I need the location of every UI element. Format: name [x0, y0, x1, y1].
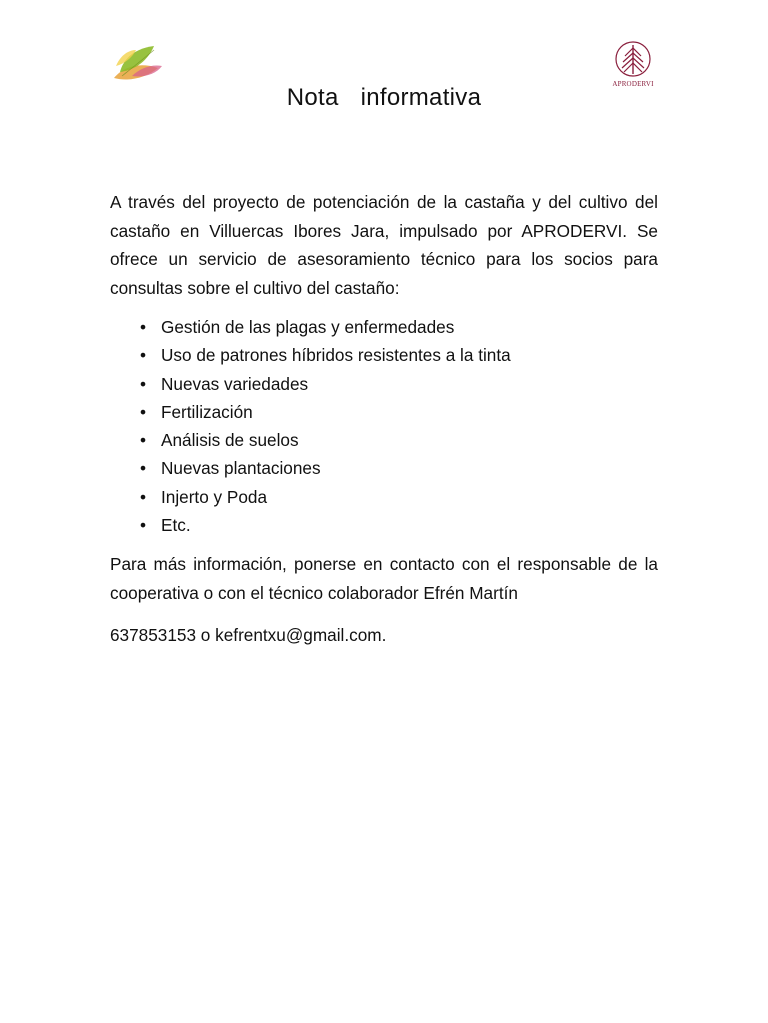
bullet-icon: • — [139, 486, 147, 507]
aproervi-emblem-icon — [608, 40, 658, 80]
aproervi-logo — [608, 40, 658, 90]
bullet-icon: • — [139, 430, 147, 451]
list-item — [110, 313, 658, 341]
list-item — [110, 511, 658, 539]
document-body — [110, 188, 658, 650]
list-item-text: Nuevas variedades — [161, 373, 309, 394]
list-item — [110, 370, 658, 398]
list-item-text: Análisis de suelos — [161, 430, 299, 451]
bullet-icon: • — [139, 458, 147, 479]
bullet-icon: • — [139, 373, 147, 394]
contact-paragraph: Para más información, ponerse en contacto con el responsable de la cooperativa o con el técnico colaborador Efrén Martín — [110, 554, 658, 603]
topics-list — [110, 313, 658, 539]
list-item — [110, 426, 658, 454]
bullet-icon: • — [139, 515, 147, 536]
list-item-text: Uso de patrones híbridos resistentes a la tinta — [161, 345, 511, 366]
intro-paragraph: A través del proyecto de potenciación de la castaña y del cultivo del castaño en Villuercas Ibores Jara, impulsado por APRODERVI. Se ofrece un servicio de asesoramiento técnico para los socios para consultas sobre el cultivo del castaño: — [110, 192, 658, 298]
aproervi-logo-caption: APRODERVI — [612, 80, 654, 88]
list-item-text: Gestión de las plagas y enfermedades — [161, 317, 455, 337]
list-item — [110, 483, 658, 511]
bullet-icon: • — [139, 345, 147, 366]
list-item — [110, 454, 658, 482]
leaves-logo-icon — [110, 42, 164, 84]
document-title: Nota informativa — [286, 84, 482, 111]
contact-line: 637853153 o kefrentxu@gmail.com. — [110, 625, 387, 646]
list-item-text: Injerto y Poda — [161, 486, 268, 507]
bullet-icon: • — [139, 401, 147, 422]
list-item — [110, 398, 658, 426]
bullet-icon: • — [139, 317, 147, 337]
list-item-text: Etc. — [161, 515, 191, 536]
list-item-text: Nuevas plantaciones — [161, 458, 321, 479]
list-item-text: Fertilización — [161, 401, 253, 422]
list-item — [110, 341, 658, 369]
